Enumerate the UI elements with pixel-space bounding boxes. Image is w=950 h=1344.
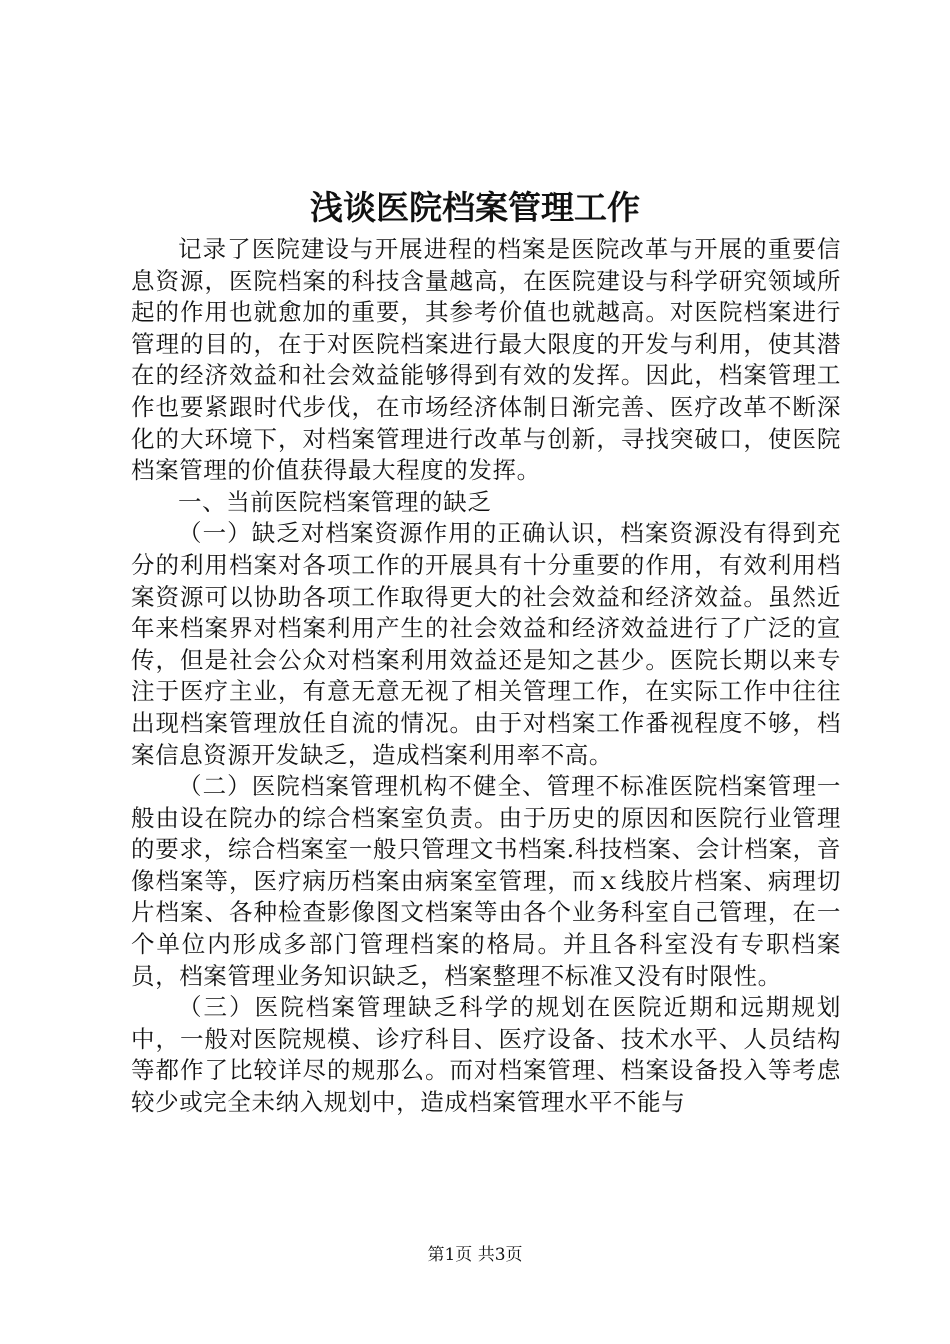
document-title: 浅谈医院档案管理工作 <box>310 188 640 227</box>
page-footer: 第1页 共3页 <box>427 1245 523 1265</box>
paragraph-point-1: （一）缺乏对档案资源作用的正确认识，档案资源没有得到充分的利用档案对各项工作的开展具有十分重要的作用，有效利用档案资源可以协助各项工作取得更大的社会效益和经济效益。虽然近年来档案界对档案利用产生的社会效益和经济效益进行了广泛的宣传，但是社会公众对档案利用效益还是知之甚少。医院长期以来专注于医疗主业，有意无意无视了相关管理工作，在实际工作中往往出现档案管理放任自流的情况。由于对档案工作番视程度不够，档案信息资源开发缺乏，造成档案利用率不高。 <box>131 519 841 769</box>
paragraph-intro: 记录了医院建设与开展进程的档案是医院改革与开展的重要信息资源，医院档案的科技含量越高，在医院建设与科学研究领域所起的作用也就愈加的重要，其参考价值也就越高。对医院档案进行管理的目的，在于对医院档案进行最大限度的开发与利用，使其潜在的经济效益和社会效益能够得到有效的发挥。因此，档案管理工作也要紧跟时代步伐，在市场经济体制日渐完善、医疗改革不断深化的大环境下，对档案管理进行改革与创新，寻找突破口，使医院档案管理的价值获得最大程度的发挥。 <box>131 235 841 485</box>
document-body <box>131 234 841 1119</box>
section-heading: 一、当前医院档案管理的缺乏 <box>178 487 492 516</box>
paragraph-point-2: （二）医院档案管理机构不健全、管理不标准医院档案管理一般由设在院办的综合档案室负责。由于历史的原因和医院行业管理的要求，综合档案室一般只管理文书档案.科技档案、会计档案，音像档案等，医疗病历档案由病案室管理，而ｘ线胶片档案、病理切片档案、各种检查影像图文档案等由各个业务科室自己管理，在一个单位内形成多部门管理档案的格局。并且各科室没有专职档案员，档案管理业务知识缺乏，档案整理不标准又没有时限性。 <box>131 772 841 990</box>
paragraph-point-3: （三）医院档案管理缺乏科学的规划在医院近期和远期规划中，一般对医院规模、诊疗科目、医疗设备、技术水平、人员结构等都作了比较详尽的规那么。而对档案管理、档案设备投入等考虑较少或完全未纳入规划中，造成档案管理水平不能与 <box>131 993 841 1117</box>
